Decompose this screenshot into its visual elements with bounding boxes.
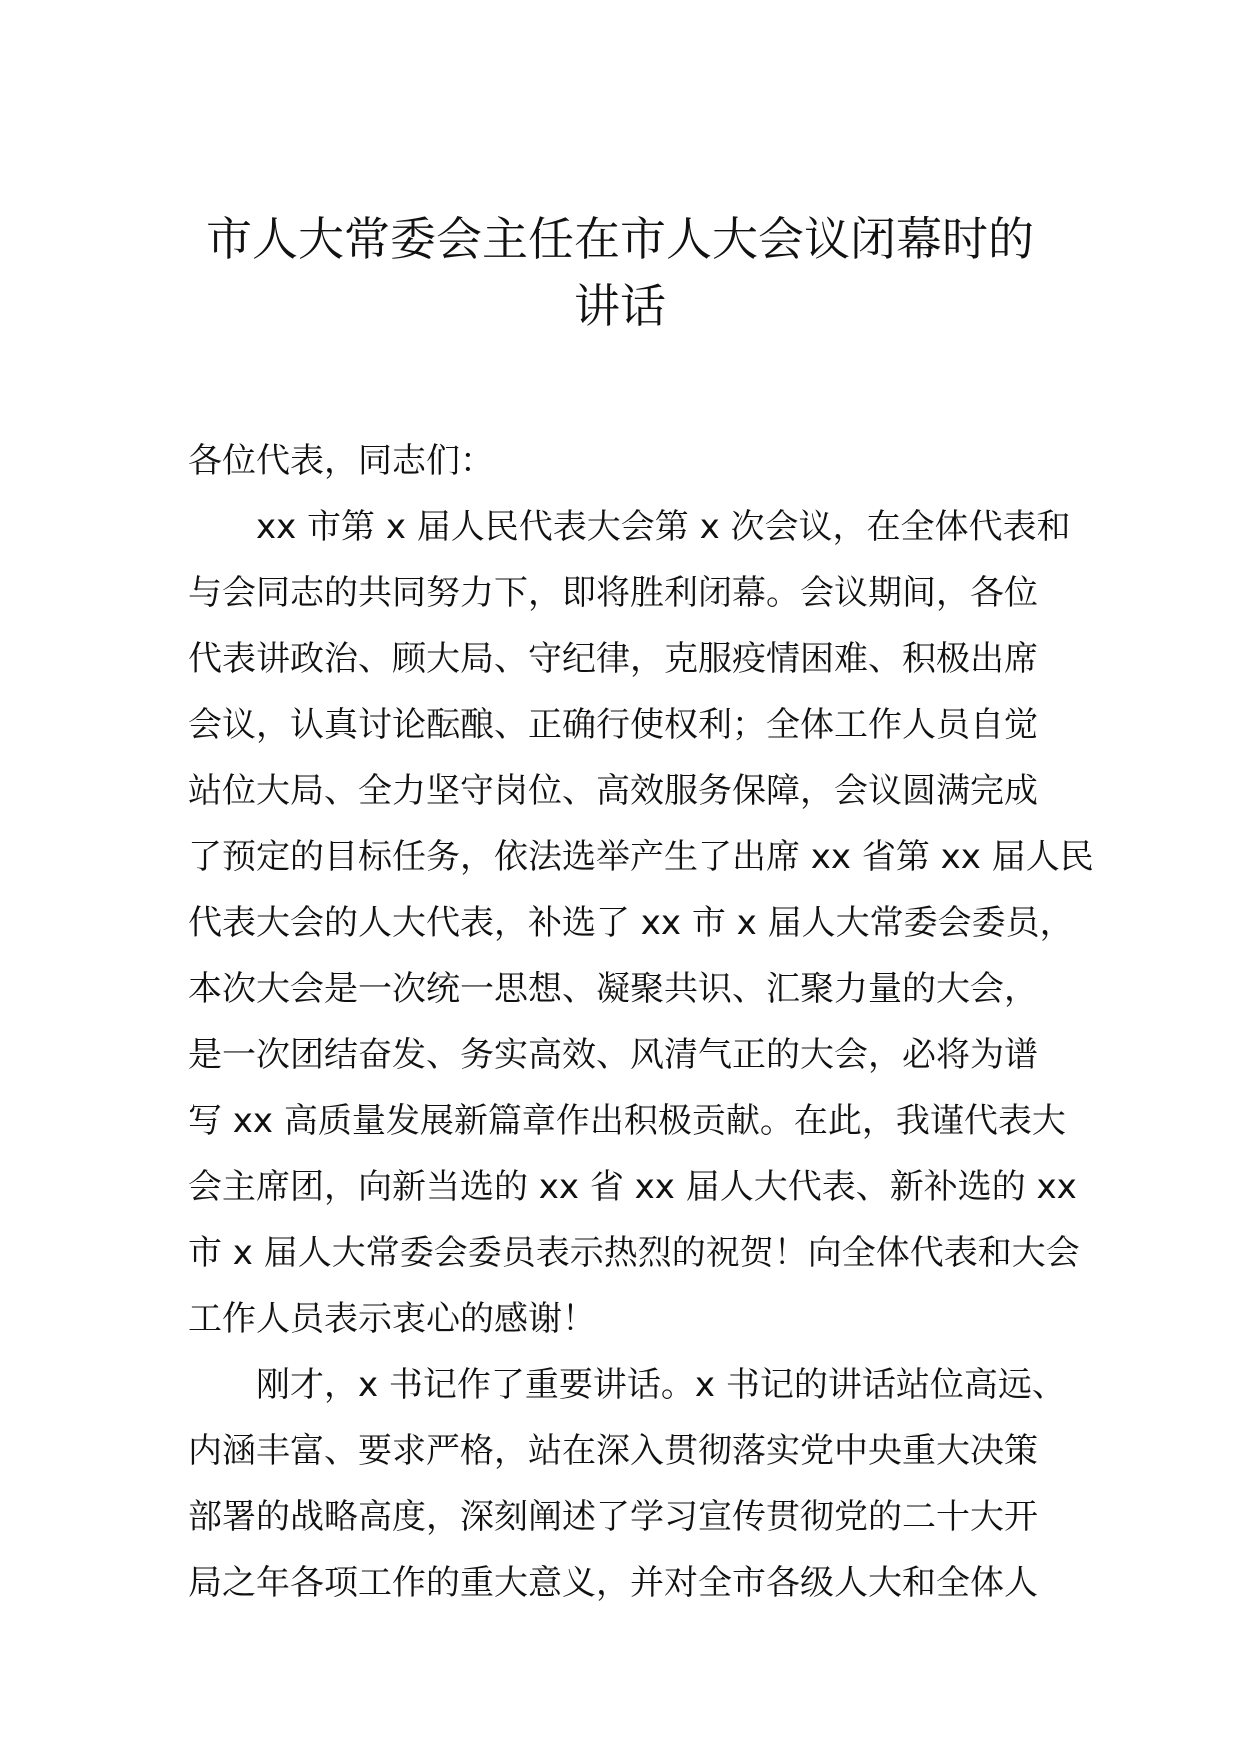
paragraph-line: 工作人员表示衷心的感谢！ xyxy=(188,1299,596,1339)
paragraph-line: 代表讲政治、顾大局、守纪律，克服疫情困难、积极出席 xyxy=(188,639,1038,679)
document-body xyxy=(188,428,1094,1616)
paragraph-line: xx 市第 x 届人民代表大会第 x 次会议，在全体代表和 xyxy=(256,507,1071,547)
title-line: 市人大常委会主任在市人大会议闭幕时的 xyxy=(206,212,1034,266)
paragraph-line: 内涵丰富、要求严格，站在深入贯彻落实党中央重大决策 xyxy=(188,1431,1038,1471)
paragraph-line: 会议，认真讨论酝酿、正确行使权利；全体工作人员自觉 xyxy=(188,705,1038,745)
salutation: 各位代表，同志们： xyxy=(188,441,494,481)
paragraph-line: 代表大会的人大代表，补选了 xx 市 x 届人大常委会委员， xyxy=(188,903,1074,943)
paragraph-line: 局之年各项工作的重大意义，并对全市各级人大和全体人 xyxy=(188,1563,1038,1603)
paragraph-line: 站位大局、全力坚守岗位、高效服务保障，会议圆满完成 xyxy=(188,771,1038,811)
paragraph-line: 本次大会是一次统一思想、凝聚共识、汇聚力量的大会， xyxy=(188,969,1038,1009)
paragraph-line: 写 xx 高质量发展新篇章作出积极贡献。在此，我谨代表大 xyxy=(188,1101,1066,1141)
document-title xyxy=(170,206,1070,340)
paragraph-line: 刚才，x 书记作了重要讲话。x 书记的讲话站位高远、 xyxy=(256,1365,1066,1405)
paragraph-line: 是一次团结奋发、务实高效、风清气正的大会，必将为谱 xyxy=(188,1035,1038,1075)
paragraph-line: 了预定的目标任务，依法选举产生了出席 xx 省第 xx 届人民 xyxy=(188,837,1094,877)
paragraph-line: 与会同志的共同努力下，即将胜利闭幕。会议期间，各位 xyxy=(188,573,1038,613)
paragraph-line: 部署的战略高度，深刻阐述了学习宣传贯彻党的二十大开 xyxy=(188,1497,1038,1537)
title-line: 讲话 xyxy=(574,279,666,333)
paragraph-line: 会主席团，向新当选的 xx 省 xx 届人大代表、新补选的 xx xyxy=(188,1167,1077,1207)
paragraph-line: 市 x 届人大常委会委员表示热烈的祝贺！向全体代表和大会 xyxy=(188,1233,1080,1273)
